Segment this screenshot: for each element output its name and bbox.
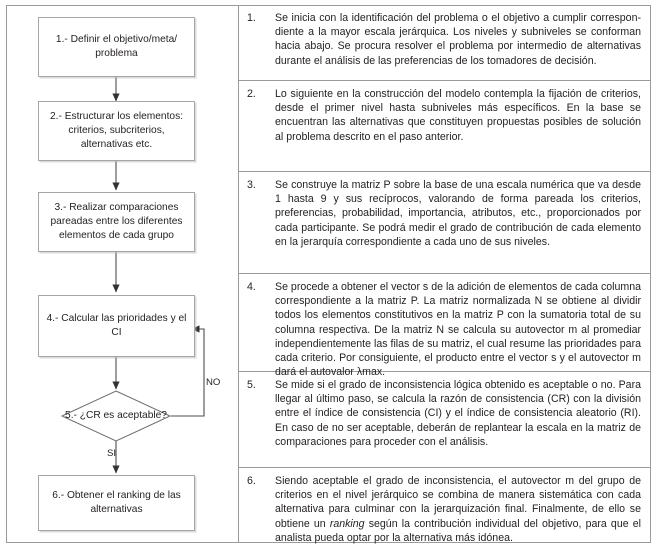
flow-node-2[interactable] — [38, 101, 195, 161]
flow-node-4[interactable] — [38, 295, 195, 357]
flowchart-connectors — [6, 5, 238, 543]
step-number: 3. — [247, 179, 256, 191]
step-text: Se construye la matriz P sobre la base de una escala numérica que va desde 1 hasta 9 y sus recíprocos, valorando de forma pareada los criterios, preferencias, probabilidad, importancia, atributos, etc., proporcionados por cada participante. Se podrá medir el grado de contribución de cada elemento en la jerarquía correspondiente a cada uno de sus niveles. — [275, 179, 641, 248]
flow-node-2-label: 2.- Estructurar los elementos: criterios, subcriterios, alternativas etc. — [49, 111, 184, 150]
flow-node-6-label: 6.- Obtener el ranking de las alternativas — [52, 490, 181, 515]
flow-node-5-label: 5.- ¿CR es aceptable? — [65, 410, 167, 421]
flow-node-3-label: 3.- Realizar comparaciones pareadas entre los diferentes elementos de cada grupo — [50, 202, 183, 241]
step-text: Siendo aceptable el grado de inconsistencia, el autovector m del grupo de criterios en el nivel jerárquico se combina de manera sistemática con cada alternativa para culminar con la jerarquización final. Finalmente, de ello se obtiene un ranking según la contribución individual del objetivo, para que el analista pueda optar por la alternativa más idónea. — [275, 475, 641, 544]
step-text: Se inicia con la identificación del problema o el objetivo a cumplir correspondiente a la mayor escala jerárquica. Los niveles y subniveles se conforman hacia abajo. Se procura resolver el problema por intermedio de alternativas durante el análisis de las preferencias de los tomadores de decisión. — [275, 12, 641, 67]
flowchart-pane — [6, 5, 238, 543]
step-text: Se procede a obtener el vector s de la adición de elementos de cada columna correspondiente a la matriz P. La matriz normalizada N se obtiene al dividir todos los elementos constitutivos en la matriz P con la sumatoria total de su columna respectiva. De la matriz N se calcula su autovector m al promediar independientemente las filas de su matriz, el cual resume las prioridades para cada criterio. Por consiguiente, el producto entre el vector s y el autovector m dará el autovalor λmax. — [275, 281, 641, 379]
table-row — [239, 81, 651, 172]
flow-node-6[interactable] — [38, 475, 195, 531]
table-row — [239, 5, 651, 81]
step-number: 4. — [247, 281, 256, 293]
flow-node-5[interactable] — [61, 390, 171, 442]
step-number: 5. — [247, 379, 256, 391]
diamond-shape — [61, 390, 171, 442]
flow-node-1-label: 1.- Definir el objetivo/meta/ problema — [55, 34, 178, 59]
table-row — [239, 172, 651, 274]
edge-label-no: NO — [206, 377, 221, 388]
table-row — [239, 274, 651, 379]
step-number: 1. — [247, 12, 256, 24]
step-number: 6. — [247, 475, 256, 487]
step-text: Se mide si el grado de inconsistencia lógica obtenido es aceptable o no. Para llegar al último paso, se calcula la razón de consistencia (CR) con la división entre el índice de consistencia (CI) y el índice de consistencia aleatorio (RI). En caso de no ser aceptable, deberán de replantear la escala en la matriz de comparaciones para proceder con el análisis. — [275, 379, 641, 448]
flow-node-1[interactable] — [38, 17, 195, 77]
flow-node-4-label: 4.- Calcular las prioridades y el CI — [46, 313, 187, 338]
step-number: 2. — [247, 88, 256, 100]
table-row — [239, 372, 651, 468]
edge-label-si: SI — [107, 448, 117, 459]
steps-table — [238, 5, 651, 543]
step-text: Lo siguiente en la construcción del modelo contempla la fijación de criterios, desde el primer nivel hasta subniveles más específicos. En la base se encuentran las alternativas que constituyen propuestas posibles de solución al problema descrito en el paso anterior. — [275, 88, 641, 143]
flow-node-3[interactable] — [38, 192, 195, 252]
table-row — [239, 468, 651, 543]
